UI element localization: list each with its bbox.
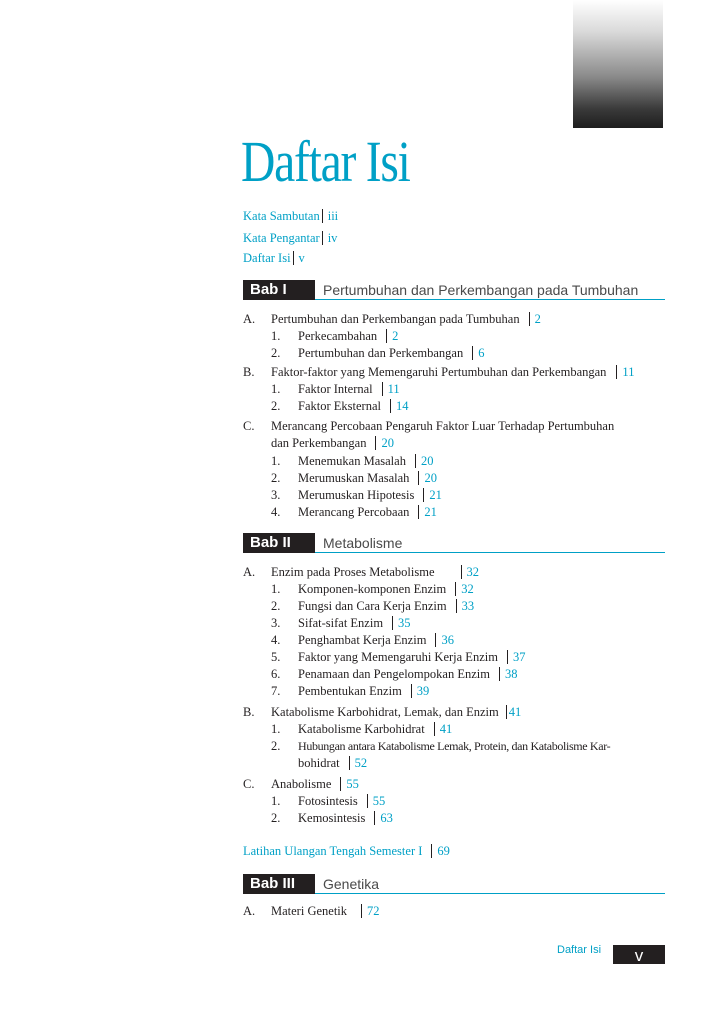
toc-text: Kemosintesis: [298, 811, 366, 825]
toc-label: 2.: [271, 346, 281, 360]
toc-page: 35: [398, 616, 411, 630]
chapter-title: Pertumbuhan dan Perkembangan pada Tumbuhan: [323, 282, 639, 298]
toc-label: 4.: [271, 633, 281, 647]
toc-subsection-continuation[interactable]: [298, 755, 367, 772]
toc-page: 36: [441, 633, 454, 647]
toc-text: Faktor Eksternal: [298, 399, 381, 413]
latihan-ulangan-link[interactable]: [243, 844, 450, 859]
page-title: Daftar Isi: [241, 129, 410, 194]
toc-text: Materi Genetik: [271, 904, 348, 918]
toc-text: Penamaan dan Pengelompokan Enzim: [298, 667, 490, 681]
toc-text: Katabolisme Karbohidrat, Lemak, dan Enzim: [271, 705, 499, 719]
toc-text: Enzim pada Proses Metabolisme: [271, 565, 435, 579]
chapter-title: Genetika: [323, 876, 380, 892]
toc-page: 55: [346, 777, 359, 791]
toc-page: 32: [466, 565, 480, 579]
toc-label: 2.: [271, 471, 281, 485]
toc-page: 32: [461, 582, 474, 596]
toc-page: 14: [395, 399, 409, 413]
toc-label: 3.: [271, 488, 281, 502]
toc-label: B.: [243, 705, 255, 719]
front-matter-item[interactable]: [243, 209, 338, 224]
toc-text: Merumuskan Masalah: [298, 471, 410, 485]
toc-text: Penghambat Kerja Enzim: [298, 633, 427, 647]
toc-text: Faktor-faktor yang Memengaruhi Pertumbuhan dan Perkembangan: [271, 365, 607, 379]
toc-label: 4.: [271, 505, 281, 519]
toc-page: 2: [534, 312, 541, 326]
toc-label: 1.: [271, 582, 281, 596]
toc-label: 5.: [271, 650, 281, 664]
toc-page: 2: [392, 329, 399, 343]
toc-label: C.: [243, 777, 255, 791]
toc-page: 33: [461, 599, 475, 613]
chapter-title: Metabolisme: [323, 535, 403, 551]
toc-label: B.: [243, 365, 255, 379]
toc-text: Faktor yang Memengaruhi Kerja Enzim: [298, 650, 498, 664]
toc-section-continuation[interactable]: [271, 435, 394, 452]
toc-text: Pertumbuhan dan Perkembangan pada Tumbuhan: [271, 312, 520, 326]
toc-text: Anabolisme: [271, 777, 332, 791]
front-matter-page: iv: [327, 231, 338, 245]
toc-page: 20: [420, 454, 434, 468]
toc-text: Komponen-komponen Enzim: [298, 582, 447, 596]
footer-rule: [613, 962, 665, 964]
toc-page: 39: [416, 684, 430, 698]
toc-page: 11: [622, 365, 635, 379]
chapter-heading-bab-1: [243, 280, 665, 300]
toc-text: Merancang Percobaan Pengaruh Faktor Luar Terhadap Pertumbuhan: [271, 419, 615, 433]
toc-page: 20: [381, 436, 394, 450]
latihan-page: 69: [437, 844, 450, 858]
toc-text: Perkecambahan: [298, 329, 378, 343]
toc-label: 1.: [271, 794, 281, 808]
toc-page: 55: [372, 794, 386, 808]
toc-text: Fotosintesis: [298, 794, 358, 808]
footer-section-label: Daftar Isi: [557, 944, 602, 956]
toc-label: 2.: [271, 811, 281, 825]
toc-page: 21: [429, 488, 442, 502]
toc-label: 2.: [271, 399, 281, 413]
chapter-heading-bab-2: [243, 533, 665, 553]
toc-page: 6: [478, 346, 485, 360]
front-matter-label: Kata Sambutan: [243, 209, 320, 223]
chapter-badge: Bab II: [243, 533, 315, 553]
toc-page: 63: [380, 811, 393, 825]
chapter-badge: Bab I: [243, 280, 315, 300]
toc-text: Pertumbuhan dan Perkembangan: [298, 346, 464, 360]
toc-label: 1.: [271, 329, 281, 343]
toc-label: A.: [243, 312, 256, 326]
front-matter-label: Kata Pengantar: [243, 231, 320, 245]
toc-label: 2.: [271, 739, 281, 753]
toc-page: 41: [439, 722, 453, 736]
toc-page: 11: [387, 382, 400, 396]
toc-text: Faktor Internal: [298, 382, 373, 396]
front-matter-item[interactable]: [243, 231, 337, 246]
toc-page: 21: [424, 505, 437, 519]
toc-label: A.: [243, 904, 256, 918]
toc-page: 37: [512, 650, 526, 664]
toc-text: Pembentukan Enzim: [298, 684, 402, 698]
toc-text: Menemukan Masalah: [298, 454, 406, 468]
toc-page: 20: [424, 471, 437, 485]
toc-text: bohidrat: [298, 756, 340, 770]
toc-text: Katabolisme Karbohidrat: [298, 722, 425, 736]
front-matter-item[interactable]: [243, 251, 305, 266]
decorative-gradient-block: [573, 0, 663, 128]
front-matter-page: iii: [327, 209, 339, 223]
chapter-heading-bab-3: [243, 874, 665, 894]
toc-text: Merancang Percobaan: [298, 505, 410, 519]
toc-page: 52: [354, 756, 368, 770]
latihan-text: Latihan Ulangan Tengah Semester I: [243, 844, 423, 858]
toc-label: 1.: [271, 722, 281, 736]
toc-text: dan Perkembangan: [271, 436, 367, 450]
toc-page: 38: [504, 667, 518, 681]
footer-page-number: v: [613, 945, 665, 963]
toc-label: 7.: [271, 684, 281, 698]
toc-text: Hubungan antara Katabolisme Lemak, Protein, dan Katabolisme Kar-: [298, 739, 611, 753]
front-matter-label: Daftar Isi: [243, 251, 291, 265]
toc-page: 41: [508, 705, 522, 719]
chapter-badge: Bab III: [243, 874, 315, 894]
toc-text: Fungsi dan Cara Kerja Enzim: [298, 599, 447, 613]
toc-label: 1.: [271, 454, 281, 468]
toc-text: Merumuskan Hipotesis: [298, 488, 415, 502]
toc-label: 2.: [271, 599, 281, 613]
toc-label: 1.: [271, 382, 281, 396]
toc-text: Sifat-sifat Enzim: [298, 616, 384, 630]
toc-page: 72: [367, 904, 380, 918]
toc-label: C.: [243, 419, 255, 433]
toc-label: 6.: [271, 667, 281, 681]
toc-label: 3.: [271, 616, 281, 630]
toc-label: A.: [243, 565, 256, 579]
front-matter-page: v: [298, 251, 305, 265]
